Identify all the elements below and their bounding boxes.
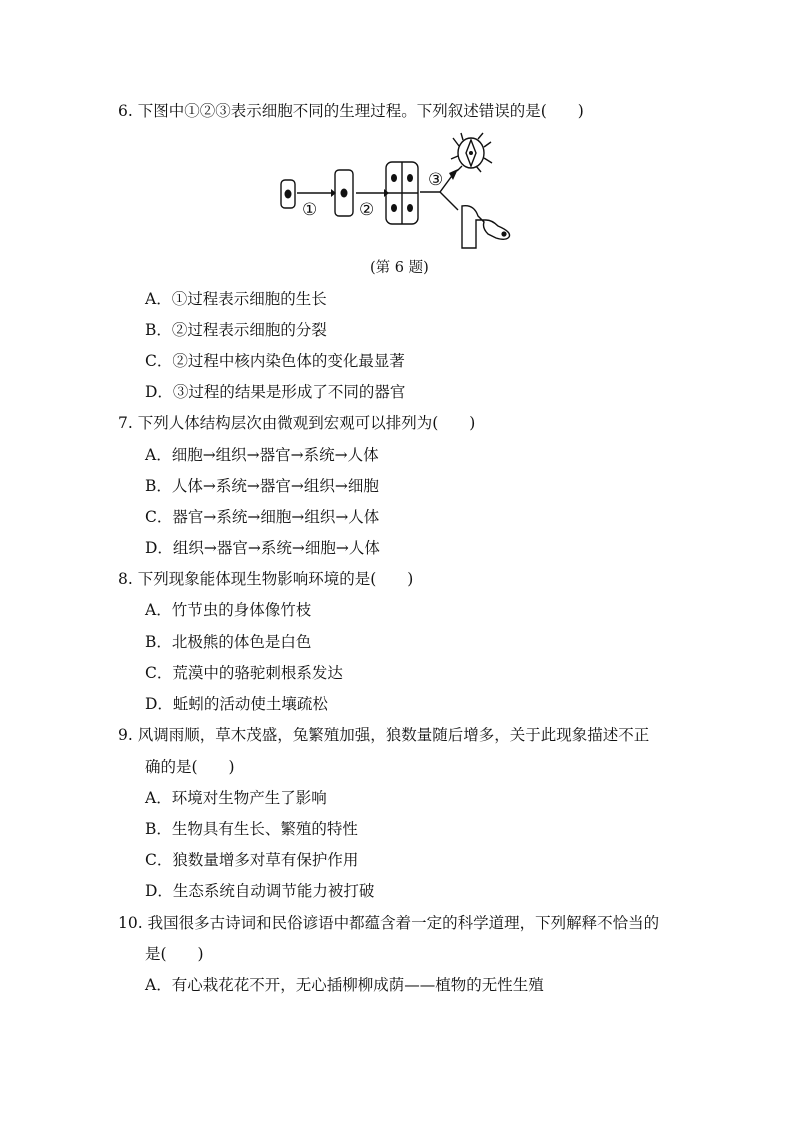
process-label-1: ① [302,200,318,220]
process-label-3: ③ [428,170,444,190]
option-d: D．③过程的结果是形成了不同的器官 [145,383,406,401]
option-a: A．环境对生物产生了影响 [145,789,327,807]
option-a: A．①过程表示细胞的生长 [145,290,327,308]
differentiated-cell-bottom [462,206,510,248]
question-number: 9. [118,726,133,744]
option-d: D．组织→器官→系统→细胞→人体 [145,539,380,557]
option-b: B．人体→系统→器官→组织→细胞 [145,477,379,495]
figure-caption: (第 6 题) [370,260,429,276]
question-9-stem-continued: 确的是( ) [145,758,235,776]
question-6-stem [118,101,584,121]
question-9-stem [118,725,649,745]
question-text: 风调雨顺，草木茂盛，兔繁殖加强，狼数量随后增多，关于此现象描述不正 [137,726,650,744]
option-b: B．生物具有生长、繁殖的特性 [145,820,358,838]
question-number: 10. [118,914,143,932]
option-b: B．北极熊的体色是白色 [145,633,312,651]
option-a: A．竹节虫的身体像竹枝 [145,601,312,619]
option-a: A．有心栽花花不开，无心插柳柳成荫——植物的无性生殖 [145,976,544,994]
option-c: C．器官→系统→细胞→组织→人体 [145,508,380,526]
question-text: 下列现象能体现生物影响环境的是( ) [137,570,414,588]
option-d: D．生态系统自动调节能力被打破 [145,882,375,900]
option-c: C．狼数量增多对草有保护作用 [145,851,359,869]
question-10-stem [118,913,659,933]
option-d: D．蚯蚓的活动使土壤疏松 [145,695,328,713]
process-label-2: ② [359,200,375,220]
question-text: 下图中①②③表示细胞不同的生理过程。下列叙述错误的是( ) [137,102,584,120]
question-number: 6. [118,102,133,120]
question-text: 我国很多古诗词和民俗谚语中都蕴含着一定的科学道理，下列解释不恰当的 [147,914,660,932]
cell-process-diagram [278,128,518,258]
option-b: B．②过程表示细胞的分裂 [145,321,327,339]
question-number: 7. [118,414,133,432]
question-8-stem [118,569,413,589]
option-a: A．细胞→组织→器官→系统→人体 [145,446,379,464]
question-7-stem [118,413,475,433]
option-c: C．荒漠中的骆驼刺根系发达 [145,664,343,682]
question-10-stem-continued: 是( ) [145,945,204,963]
question-number: 8. [118,570,133,588]
question-text: 下列人体结构层次由微观到宏观可以排列为( ) [137,414,476,432]
option-c: C．②过程中核内染色体的变化最显著 [145,352,405,370]
